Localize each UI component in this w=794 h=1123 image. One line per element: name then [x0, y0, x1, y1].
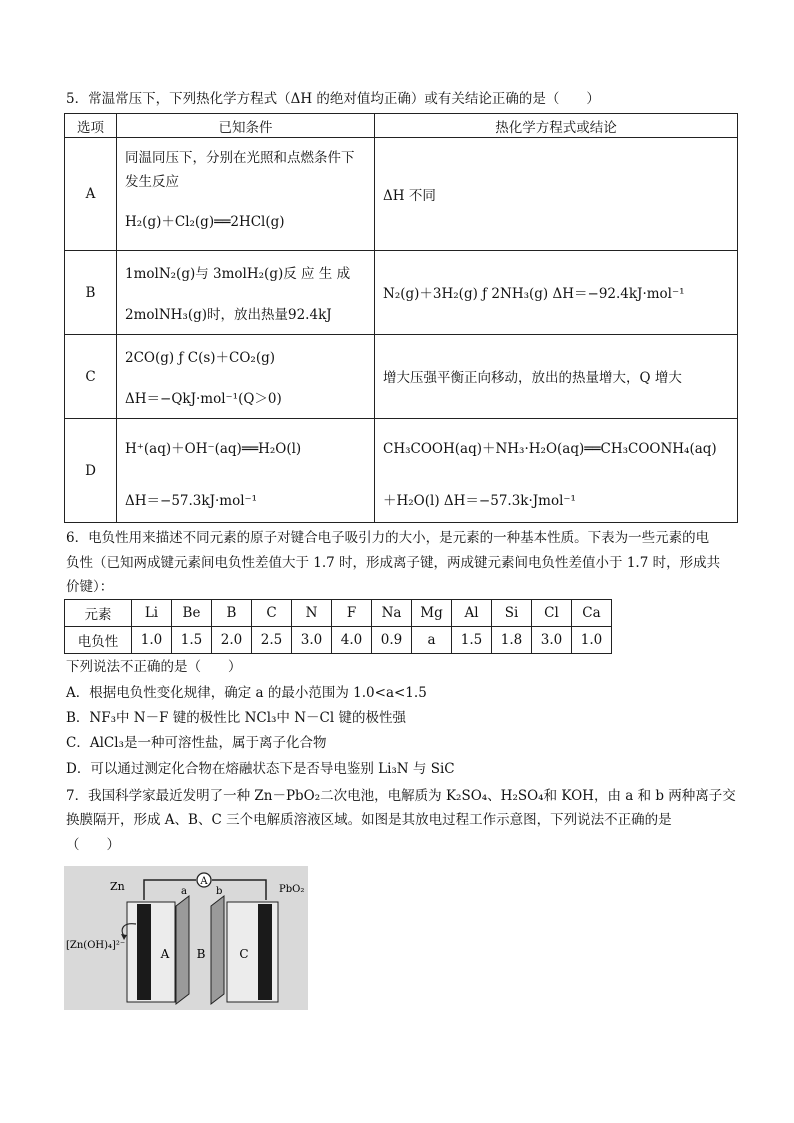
membrane-a	[176, 896, 189, 1004]
battery-diagram-svg	[64, 866, 308, 1010]
q5-header-row	[65, 114, 738, 138]
membrane-a-label: a	[181, 886, 187, 897]
condition-line: ΔH＝−57.3kJ·mol⁻¹	[125, 493, 258, 509]
q6-prompt: 下列说法不正确的是（ ）	[66, 659, 242, 675]
q5-condition-a	[117, 138, 375, 251]
element-cell: F	[332, 600, 372, 627]
q6-option-a: A．根据电负性变化规律，确定 a 的最小范围为 1.0<a<1.5	[66, 685, 427, 701]
value-cell: 1.0	[572, 627, 612, 654]
ammeter-label: A	[200, 876, 208, 887]
value-cell: 1.0	[132, 627, 172, 654]
q5-header-option: 选项	[65, 114, 117, 138]
q6-option-d: D．可以通过测定化合物在熔融状态下是否导电鉴别 Li₃N 与 SiC	[66, 761, 455, 777]
result-equation: N₂(g)＋3H₂(g) ƒ 2NH₃(g) ΔH＝−92.4kJ·mol⁻¹	[383, 286, 685, 302]
element-cell: Ca	[572, 600, 612, 627]
ion-label: [Zn(OH)₄]²⁻	[66, 940, 126, 951]
condition-line: 1molN₂(g)与 3molH₂(g)反 应 生 成	[125, 266, 351, 282]
q6-option-c: C．AlCl₃是一种可溶性盐，属于离子化合物	[66, 735, 327, 751]
condition-line: 同温同压下，分别在光照和点燃条件下	[125, 150, 355, 166]
q5-row-c	[65, 335, 738, 419]
q6-stem-line: 负性（已知两成键元素间电负性差值大于 1.7 时，形成离子键，两成键元素间电负性差值小于 1.7 时，形成共	[66, 555, 721, 571]
q5-option-a: A	[65, 138, 117, 251]
condition-equation: H₂(g)＋Cl₂(g)══2HCl(g)	[125, 214, 285, 230]
q5-row-d	[65, 419, 738, 523]
q7-stem-line: 换膜隔开，形成 A、B、C 三个电解质溶液区域。如图是其放电过程工作示意图，下列说法不正确的是	[66, 812, 672, 828]
electronegativity-row	[65, 627, 612, 654]
condition-line: ΔH＝−QkJ·mol⁻¹(Q＞0)	[125, 391, 282, 407]
element-cell: Na	[372, 600, 412, 627]
element-cell: Cl	[532, 600, 572, 627]
element-row	[65, 600, 612, 627]
battery-diagram	[64, 866, 308, 1010]
element-cell: Li	[132, 600, 172, 627]
result-equation: CH₃COOH(aq)＋NH₃·H₂O(aq)══CH₃COONH₄(aq)	[383, 441, 717, 457]
zn-electrode	[137, 904, 151, 1000]
q5-option-b: B	[65, 251, 117, 335]
q5-option-c: C	[65, 335, 117, 419]
value-cell: 4.0	[332, 627, 372, 654]
q6-stem-line: 价键）：	[66, 579, 114, 595]
element-cell: N	[292, 600, 332, 627]
zn-label: Zn	[110, 880, 125, 893]
q5-condition-c	[117, 335, 375, 419]
value-cell: 1.8	[492, 627, 532, 654]
membrane-b-label: b	[216, 886, 223, 897]
value-cell: 3.0	[292, 627, 332, 654]
electronegativity-header: 电负性	[65, 627, 132, 654]
pbo2-electrode	[258, 904, 272, 1000]
element-cell: Al	[452, 600, 492, 627]
element-header: 元素	[65, 600, 132, 627]
q6-stem-line: 6．电负性用来描述不同元素的原子对键合电子吸引力的大小，是元素的一种基本性质。下表为一些元素的电	[66, 530, 710, 546]
q5-stem: 5．常温常压下，下列热化学方程式（ΔH 的绝对值均正确）或有关结论正确的是（ ）	[66, 91, 600, 107]
q7-stem-line: （ ）	[66, 837, 120, 853]
value-cell: 0.9	[372, 627, 412, 654]
q5-result-d	[375, 419, 738, 523]
result-line: ΔH 不同	[383, 188, 436, 204]
value-cell: 2.0	[212, 627, 252, 654]
element-cell: Be	[172, 600, 212, 627]
q5-row-a	[65, 138, 738, 251]
value-cell: a	[412, 627, 452, 654]
region-a-label: A	[160, 947, 170, 961]
value-cell: 3.0	[532, 627, 572, 654]
q5-header-result: 热化学方程式或结论	[375, 114, 738, 138]
condition-line: 2molNH₃(g)时，放出热量92.4kJ	[125, 307, 332, 323]
q5-header-condition: 已知条件	[117, 114, 375, 138]
result-line: ＋H₂O(l) ΔH＝−57.3k·Jmol⁻¹	[383, 493, 576, 509]
region-b-label: B	[196, 947, 206, 961]
q5-row-b	[65, 251, 738, 335]
q5-result-c	[375, 335, 738, 419]
q5-result-b	[375, 251, 738, 335]
q5-table	[64, 113, 738, 523]
q5-result-a	[375, 138, 738, 251]
element-cell: Mg	[412, 600, 452, 627]
q7-stem-line: 7．我国科学家最近发明了一种 Zn－PbO₂二次电池，电解质为 K₂SO₄、H₂SO₄和 KOH，由 a 和 b 两种离子交	[66, 788, 736, 804]
element-cell: Si	[492, 600, 532, 627]
region-c-label: C	[239, 947, 249, 961]
q5-condition-d	[117, 419, 375, 523]
value-cell: 2.5	[252, 627, 292, 654]
membrane-b	[211, 896, 224, 1004]
q5-condition-b	[117, 251, 375, 335]
value-cell: 1.5	[452, 627, 492, 654]
electronegativity-table	[64, 599, 612, 654]
q5-option-d: D	[65, 419, 117, 523]
value-cell: 1.5	[172, 627, 212, 654]
condition-equation: 2CO(g) ƒ C(s)＋CO₂(g)	[125, 350, 276, 366]
q6-option-b: B．NF₃中 N－F 键的极性比 NCl₃中 N－Cl 键的极性强	[66, 710, 406, 726]
pbo2-label: PbO₂	[279, 884, 305, 895]
element-cell: B	[212, 600, 252, 627]
result-line: 增大压强平衡正向移动，放出的热量增大，Q 增大	[383, 370, 682, 386]
element-cell: C	[252, 600, 292, 627]
condition-line: 发生反应	[125, 174, 179, 190]
condition-equation: H⁺(aq)＋OH⁻(aq)══H₂O(l)	[125, 441, 302, 457]
